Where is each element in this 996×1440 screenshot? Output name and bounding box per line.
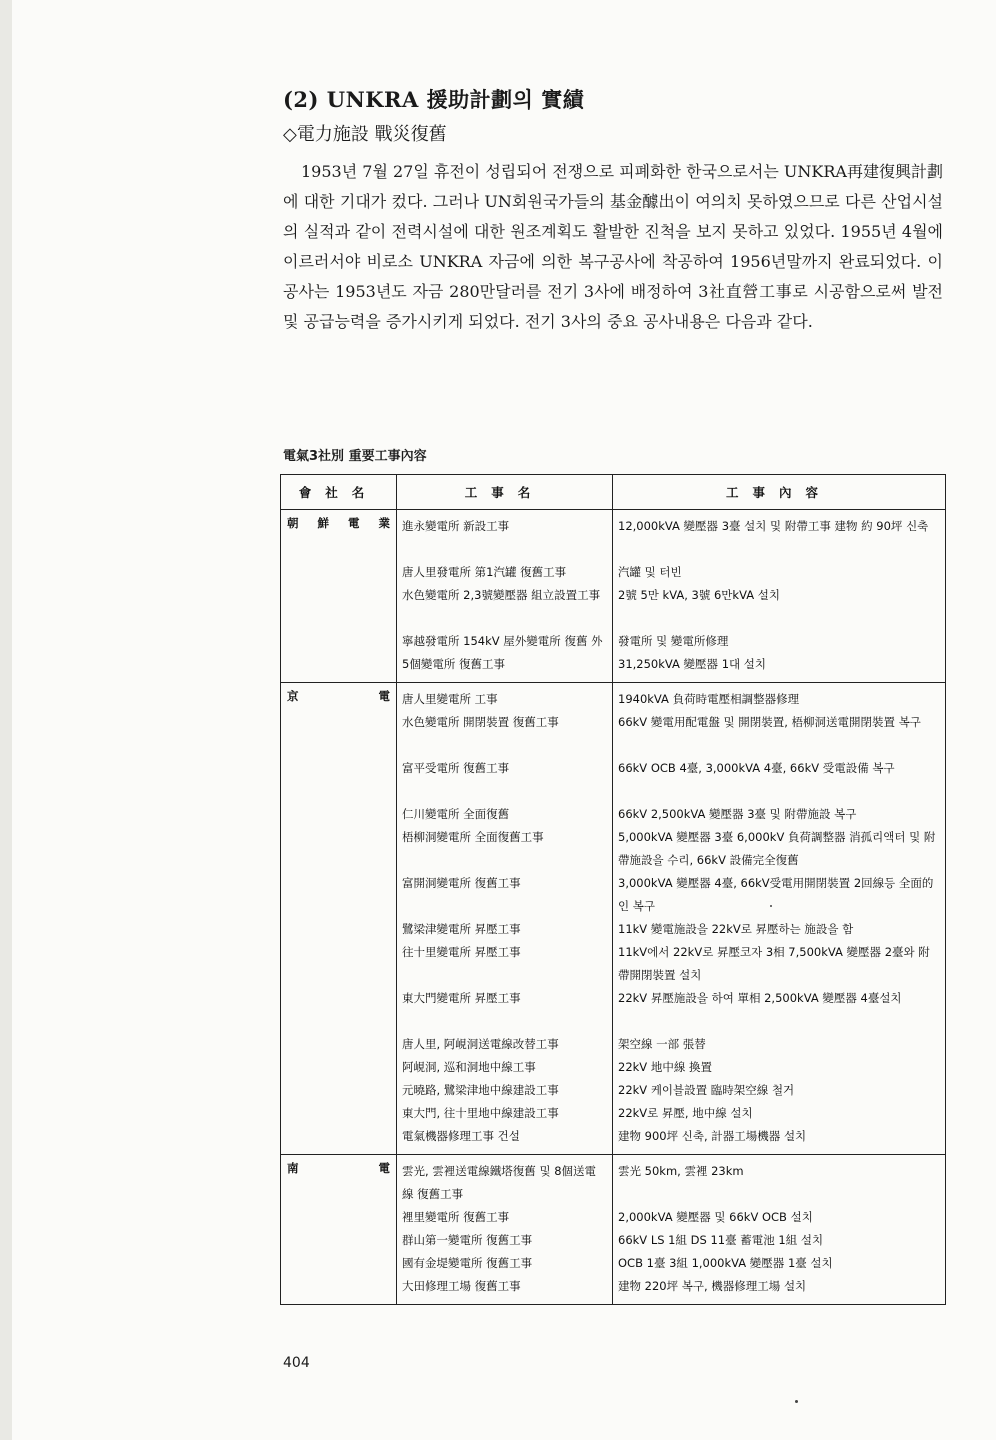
work-name: 元曉路, 鷺梁津地中線建設工事 xyxy=(402,1083,559,1097)
table-header-row xyxy=(281,475,946,510)
work-content-cell xyxy=(613,1155,946,1305)
work-content: 22kV 昇壓施設을 하여 單相 2,500kVA 變壓器 4臺설치 xyxy=(618,991,902,1005)
work-name: 水色變電所 2,3號變壓器 組立設置工事 xyxy=(402,588,601,602)
body-paragraph-text: 1953년 7월 27일 휴전이 성립되어 전쟁으로 피폐화한 한국으로서는 UNKRA再建復興計劃에 대한 기대가 컸다. 그러나 UN회원국가들의 基金醵出이 여의치 못하였으므로 다른 산업시설의 실적과 같이 전력시설에 대한 원조계획도 활발한 진척을 보지 못하고 있었다. 1955년 4월에 이르러서야 비로소 UNKRA 자금에 의한 복구공사에 착공하여 1956년말까지 완료되었다. 이 공사는 1953년도 자금 280만달러를 전기 3사에 배정하여 3社直營工事로 시공함으로써 발전 및 공급능력을 증가시키게 되었다. 전기 3사의 중요 공사내용은 다음과 같다. xyxy=(283,162,943,331)
work-name: 國有金堤變電所 復舊工事 xyxy=(402,1256,533,1270)
work-content: 11kV에서 22kV로 昇壓코자 3相 7,500kVA 變壓器 2臺와 附帶開閉裝置 설치 xyxy=(618,945,930,982)
work-name: 阿峴洞, 巡和洞地中線工事 xyxy=(402,1060,536,1074)
table-group-row xyxy=(281,1155,946,1305)
company-cell xyxy=(281,683,397,1155)
work-name: 唐人里發電所 第1汽罐 復舊工事 xyxy=(402,565,567,579)
work-name: 電氣機器修理工事 건설 xyxy=(402,1129,520,1143)
body-paragraph xyxy=(283,157,943,337)
header-work-name: 工事名 xyxy=(397,475,613,510)
work-name-cell xyxy=(397,683,613,1155)
work-content: 汽罐 및 터빈 xyxy=(618,565,682,579)
work-name: 東大門變電所 昇壓工事 xyxy=(402,991,521,1005)
work-content: 2號 5만 kVA, 3號 6만kVA 설치 xyxy=(618,588,780,602)
work-name: 富平受電所 復舊工事 xyxy=(402,761,510,775)
work-name: 鷺梁津變電所 昇壓工事 xyxy=(402,922,521,936)
work-content: 66kV 變電用配電盤 및 開閉裝置, 梧柳洞送電開閉裝置 복구 xyxy=(618,715,921,729)
work-content: 建物 220坪 복구, 機器修理工場 설치 xyxy=(618,1279,807,1293)
table-group-row xyxy=(281,683,946,1155)
page-edge xyxy=(0,0,12,1440)
work-name-cell xyxy=(397,1155,613,1305)
work-content: 發電所 및 變電所修理 31,250kVA 變壓器 1대 설치 xyxy=(618,634,767,671)
work-content: 5,000kVA 變壓器 3臺 6,000kV 負荷調整器 消孤리액터 및 附帶施設을 수리, 66kV 設備完全復舊 xyxy=(618,830,936,867)
work-name: 大田修理工場 復舊工事 xyxy=(402,1279,521,1293)
scan-speck xyxy=(795,1400,798,1403)
work-content: 22kV 地中線 換置 xyxy=(618,1060,712,1074)
work-content-cell xyxy=(613,683,946,1155)
work-name: 富開洞變電所 復舊工事 xyxy=(402,876,521,890)
work-content: 1940kVA 負荷時電壓相調整器修理 xyxy=(618,692,800,706)
work-name: 水色變電所 開閉裝置 復舊工事 xyxy=(402,715,559,729)
work-content: OCB 1臺 3組 1,000kVA 變壓器 1臺 설치 xyxy=(618,1256,833,1270)
work-name: 唐人里, 阿峴洞送電線改替工事 xyxy=(402,1037,559,1051)
work-content: 雲光 50km, 雲裡 23km xyxy=(618,1164,744,1178)
section-subheading: ◇電力施設 戰災復舊 xyxy=(283,124,447,145)
work-content: 12,000kVA 變壓器 3臺 설치 및 附帶工事 建物 約 90坪 신축 xyxy=(618,519,929,533)
work-content: 66kV OCB 4臺, 3,000kVA 4臺, 66kV 受電設備 복구 xyxy=(618,761,895,775)
work-name: 東大門, 往十里地中線建設工事 xyxy=(402,1106,559,1120)
company-cell xyxy=(281,510,397,683)
work-name: 唐人里變電所 工事 xyxy=(402,692,498,706)
work-name: 寧越發電所 154kV 屋外變電所 復舊 外 5個變電所 復舊工事 xyxy=(402,634,603,671)
table-group-row xyxy=(281,510,946,683)
company-name-char: 鮮 xyxy=(317,516,329,530)
work-name-cell xyxy=(397,510,613,683)
header-work-content: 工事內容 xyxy=(613,475,946,510)
work-name: 裡里變電所 復舊工事 xyxy=(402,1210,510,1224)
company-name-char: 朝 xyxy=(287,516,299,530)
work-content: 66kV LS 1組 DS 11臺 蓄電池 1組 설치 xyxy=(618,1233,824,1247)
work-content: 66kV 2,500kVA 變壓器 3臺 및 附帶施設 복구 xyxy=(618,807,857,821)
work-name: 仁川變電所 全面復舊 xyxy=(402,807,510,821)
work-name: 進永變電所 新設工事 xyxy=(402,519,510,533)
work-name: 往十里變電所 昇壓工事 xyxy=(402,945,521,959)
company-name-char: 電 xyxy=(378,1161,390,1175)
work-content: 2,000kVA 變壓器 및 66kV OCB 설치 xyxy=(618,1210,813,1224)
company-name xyxy=(286,1160,391,1176)
work-content: 22kV 케이블設置 臨時架空線 철거 xyxy=(618,1083,795,1097)
work-content: 建物 900坪 신축, 計器工場機器 설치 xyxy=(618,1129,807,1143)
work-content: 3,000kVA 變壓器 4臺, 66kV受電用開閉裝置 2回線등 全面的인 복구 xyxy=(618,876,934,913)
company-name-char: 南 xyxy=(287,1161,299,1175)
work-content: 22kV로 昇壓, 地中線 설치 xyxy=(618,1106,753,1120)
company-name-char: 電 xyxy=(378,689,390,703)
company-name-char: 京 xyxy=(287,689,299,703)
company-name xyxy=(286,688,391,704)
page-number: 404 xyxy=(283,1355,310,1371)
work-name: 群山第一變電所 復舊工事 xyxy=(402,1233,533,1247)
header-company: 會社名 xyxy=(281,475,397,510)
section-heading: (2) UNKRA 援助計劃의 實績 xyxy=(283,87,585,112)
work-content: 架空線 一部 張替 xyxy=(618,1037,706,1051)
works-table xyxy=(280,474,946,1305)
company-cell xyxy=(281,1155,397,1305)
scan-speck xyxy=(770,905,772,907)
company-name-char: 業 xyxy=(378,516,390,530)
company-name xyxy=(286,515,391,531)
work-name: 梧柳洞變電所 全面復舊工事 xyxy=(402,830,544,844)
work-content-cell xyxy=(613,510,946,683)
company-name-char: 電 xyxy=(348,516,360,530)
work-name: 雲光, 雲裡送電線鐵塔復舊 및 8個送電線 復舊工事 xyxy=(402,1164,597,1201)
work-content: 11kV 變電施設을 22kV로 昇壓하는 施設을 함 xyxy=(618,922,854,936)
table-caption: 電氣3社別 重要工事內容 xyxy=(283,449,427,464)
